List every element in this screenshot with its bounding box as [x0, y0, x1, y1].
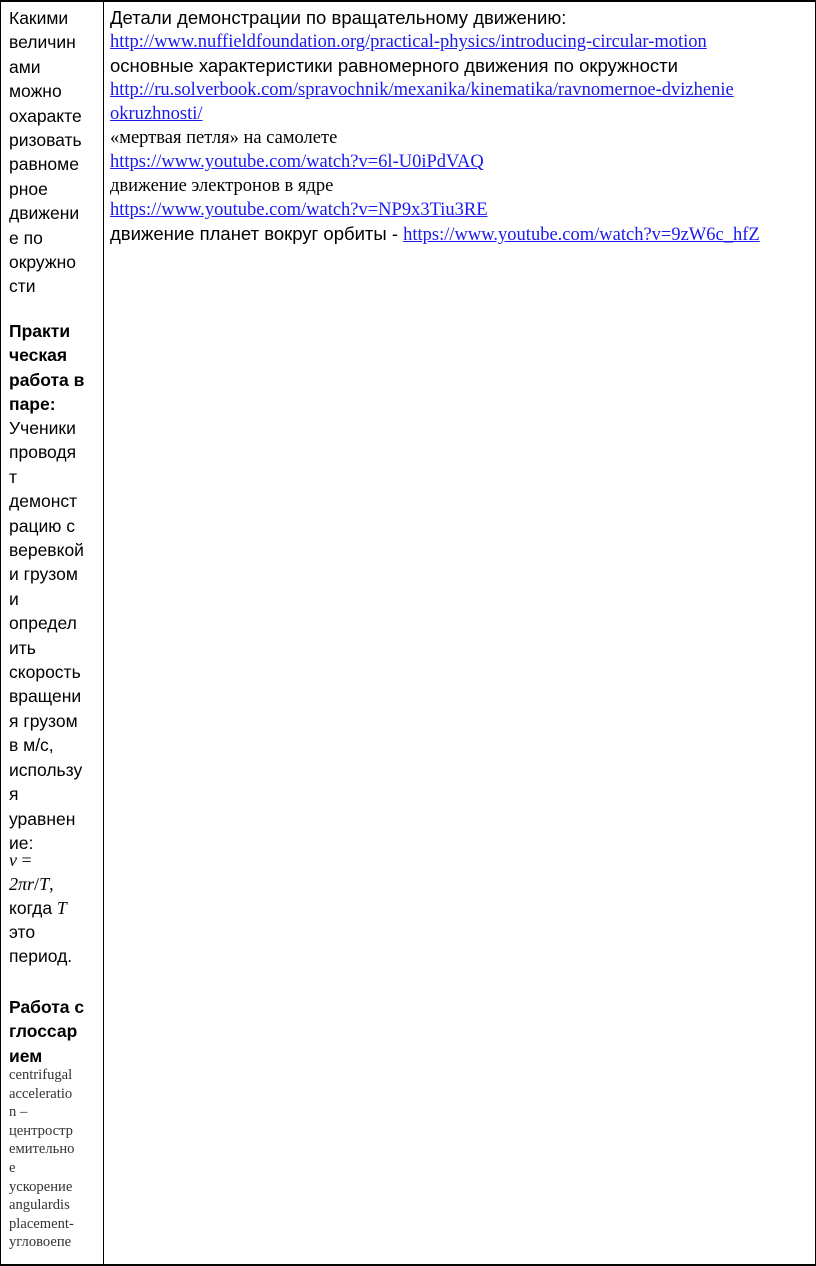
- practical-title: Практи ческая работа в паре:: [9, 321, 85, 415]
- formula-eq: =: [17, 850, 32, 870]
- solverbook-link-continued[interactable]: okruzhnosti/: [110, 104, 203, 124]
- youtube-link-electrons[interactable]: https://www.youtube.com/watch?v=NP9x3Tiu3RE: [110, 200, 488, 220]
- youtube-link-planets[interactable]: https://www.youtube.com/watch?v=9zW6c_hfZ: [403, 225, 760, 245]
- youtube-link-dead-loop[interactable]: https://www.youtube.com/watch?v=6l-U0iPdVAQ: [110, 152, 484, 172]
- solverbook-link[interactable]: http://ru.solverbook.com/spravochnik/mexanika/kinematika/ravnomernoe-dvizhenie: [110, 80, 734, 100]
- question-text: Какими величин ами можно охаракте ризовать равноме рное движени е по окружно сти: [9, 8, 82, 297]
- formula-slash: /: [34, 874, 40, 894]
- planets-text: движение планет вокруг орбиты -: [110, 223, 404, 244]
- formula-T: T: [39, 874, 50, 894]
- characteristics-text: основные характеристики равномерного движения по окружности: [110, 55, 678, 76]
- glossary-title: Работа с глоссар ием: [9, 997, 85, 1066]
- dead-loop-text: «мертвая петля» на самолете: [110, 128, 338, 148]
- formula-line-2: [9, 872, 103, 896]
- demo-details-text: Детали демонстрации по вращательному движению:: [110, 7, 567, 28]
- when-line: [9, 896, 103, 920]
- formula-comma: ,: [49, 874, 54, 894]
- left-column: [0, 2, 104, 1264]
- formula-r: r: [27, 874, 35, 894]
- when-text: когда: [9, 898, 57, 918]
- right-column: [104, 2, 816, 1264]
- glossary-text: centrifugal acceleratio n – центростр емительно е ускорение angulardis placement- угловоепе: [9, 1067, 75, 1251]
- when-T: T: [57, 898, 67, 918]
- nuffield-link[interactable]: http://www.nuffieldfoundation.org/practical-physics/introducing-circular-motion: [110, 32, 707, 52]
- planets-line: [110, 222, 760, 247]
- practical-text: Ученики проводя т демонст рацию с веревкой и грузом и определ ить скорость вращени я грузом в м/с, использу я уравнен ие:: [9, 418, 84, 853]
- period-text: это период.: [9, 922, 73, 967]
- formula-line-1: [9, 848, 103, 872]
- formula-2pi: 2π: [9, 874, 28, 894]
- electrons-text: движение электронов в ядре: [110, 176, 334, 196]
- formula-v: v: [9, 850, 17, 870]
